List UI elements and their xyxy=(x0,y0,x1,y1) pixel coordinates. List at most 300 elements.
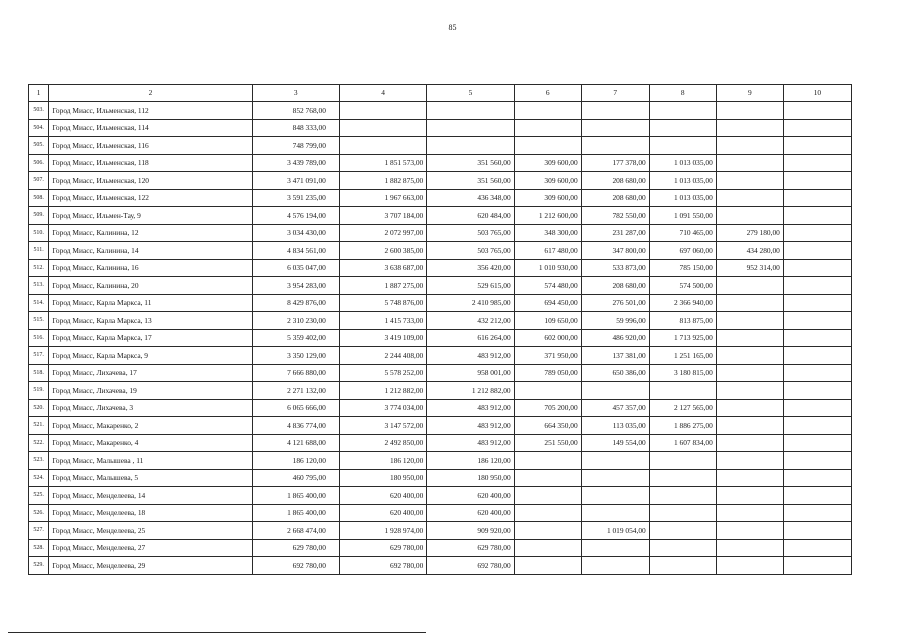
amount-cell xyxy=(716,504,783,522)
address-cell: Город Миасс, Менделеева, 29 xyxy=(49,557,252,575)
amount-cell xyxy=(427,102,514,120)
amount-cell: 1 882 875,00 xyxy=(339,172,426,190)
amount-cell: 533 873,00 xyxy=(581,259,649,277)
amount-cell: 1 865 400,00 xyxy=(252,487,339,505)
address-cell: Город Миасс, Малышева, 5 xyxy=(49,469,252,487)
amount-cell: 1 212 882,00 xyxy=(427,382,514,400)
amount-cell: 664 350,00 xyxy=(514,417,581,435)
row-number: 504. xyxy=(29,119,49,137)
amount-cell: 460 795,00 xyxy=(252,469,339,487)
amount-cell xyxy=(783,259,851,277)
amount-cell xyxy=(339,137,426,155)
page-number: 85 xyxy=(448,23,457,32)
amount-cell: 629 780,00 xyxy=(427,539,514,557)
amount-cell xyxy=(783,207,851,225)
row-number: 513. xyxy=(29,277,49,295)
amount-cell: 952 314,00 xyxy=(716,259,783,277)
amount-cell: 3 954 283,00 xyxy=(252,277,339,295)
address-cell: Город Миасс, Карла Маркса, 17 xyxy=(49,329,252,347)
amount-cell: 109 650,00 xyxy=(514,312,581,330)
footer-rule xyxy=(8,632,426,633)
amount-cell xyxy=(716,452,783,470)
row-number: 523. xyxy=(29,452,49,470)
amount-cell xyxy=(716,189,783,207)
amount-cell: 620 400,00 xyxy=(339,504,426,522)
amount-cell: 231 287,00 xyxy=(581,224,649,242)
row-number: 525. xyxy=(29,487,49,505)
row-number: 518. xyxy=(29,364,49,382)
amount-cell: 2 072 997,00 xyxy=(339,224,426,242)
amount-cell xyxy=(649,522,716,540)
amount-cell xyxy=(581,504,649,522)
col-header: 9 xyxy=(716,85,783,102)
amount-cell: 309 600,00 xyxy=(514,172,581,190)
row-number: 514. xyxy=(29,294,49,312)
address-cell: Город Миасс, Менделеева, 14 xyxy=(49,487,252,505)
amount-cell xyxy=(581,487,649,505)
row-number: 512. xyxy=(29,259,49,277)
amount-cell xyxy=(427,119,514,137)
table-row xyxy=(29,557,852,575)
row-number: 515. xyxy=(29,312,49,330)
amount-cell: 1 013 035,00 xyxy=(649,154,716,172)
address-cell: Город Миасс, Ильмен-Тау, 9 xyxy=(49,207,252,225)
amount-cell: 785 150,00 xyxy=(649,259,716,277)
table-row xyxy=(29,504,852,522)
row-number: 507. xyxy=(29,172,49,190)
amount-cell xyxy=(716,277,783,295)
col-header: 10 xyxy=(783,85,851,102)
amount-cell: 1 415 733,00 xyxy=(339,312,426,330)
amount-cell: 1 013 035,00 xyxy=(649,172,716,190)
amount-cell: 432 212,00 xyxy=(427,312,514,330)
col-header: 7 xyxy=(581,85,649,102)
amount-cell: 1 607 834,00 xyxy=(649,434,716,452)
amount-cell: 2 271 132,00 xyxy=(252,382,339,400)
amount-cell xyxy=(783,504,851,522)
amount-cell: 113 035,00 xyxy=(581,417,649,435)
address-cell: Город Миасс, Карла Маркса, 9 xyxy=(49,347,252,365)
amount-cell: 6 035 047,00 xyxy=(252,259,339,277)
amount-cell: 180 950,00 xyxy=(427,469,514,487)
amount-cell xyxy=(649,539,716,557)
amount-cell xyxy=(716,137,783,155)
header-row xyxy=(29,85,852,102)
amount-cell: 4 576 194,00 xyxy=(252,207,339,225)
amount-cell: 348 300,00 xyxy=(514,224,581,242)
amount-cell xyxy=(649,452,716,470)
amount-cell: 1 212 600,00 xyxy=(514,207,581,225)
amount-cell xyxy=(581,452,649,470)
amount-cell: 149 554,00 xyxy=(581,434,649,452)
table-row xyxy=(29,347,852,365)
amount-cell: 710 465,00 xyxy=(649,224,716,242)
row-number: 509. xyxy=(29,207,49,225)
amount-cell xyxy=(783,137,851,155)
amount-cell: 483 912,00 xyxy=(427,399,514,417)
amount-cell xyxy=(783,172,851,190)
amount-cell xyxy=(649,119,716,137)
amount-cell: 2 366 940,00 xyxy=(649,294,716,312)
amount-cell: 692 780,00 xyxy=(427,557,514,575)
address-cell: Город Миасс, Карла Маркса, 13 xyxy=(49,312,252,330)
address-cell: Город Миасс, Карла Маркса, 11 xyxy=(49,294,252,312)
address-cell: Город Миасс, Менделеева, 25 xyxy=(49,522,252,540)
amount-cell xyxy=(514,522,581,540)
address-cell: Город Миасс, Калинина, 16 xyxy=(49,259,252,277)
address-cell: Город Миасс, Лихачева, 19 xyxy=(49,382,252,400)
row-number: 508. xyxy=(29,189,49,207)
table-row xyxy=(29,329,852,347)
amount-cell xyxy=(783,539,851,557)
amount-cell: 574 500,00 xyxy=(649,277,716,295)
amount-cell xyxy=(716,364,783,382)
amount-cell: 3 180 815,00 xyxy=(649,364,716,382)
amount-cell: 1 865 400,00 xyxy=(252,504,339,522)
amount-cell: 356 420,00 xyxy=(427,259,514,277)
table-row xyxy=(29,207,852,225)
row-number: 522. xyxy=(29,434,49,452)
table-row xyxy=(29,469,852,487)
row-number: 503. xyxy=(29,102,49,120)
amount-cell: 208 680,00 xyxy=(581,172,649,190)
amount-cell: 620 400,00 xyxy=(427,504,514,522)
amount-cell xyxy=(649,557,716,575)
amount-cell: 7 666 880,00 xyxy=(252,364,339,382)
amount-cell: 486 920,00 xyxy=(581,329,649,347)
amount-cell: 436 348,00 xyxy=(427,189,514,207)
table-row xyxy=(29,522,852,540)
amount-cell xyxy=(339,102,426,120)
amount-cell: 958 001,00 xyxy=(427,364,514,382)
amount-cell xyxy=(783,294,851,312)
amount-cell: 3 034 430,00 xyxy=(252,224,339,242)
amount-cell xyxy=(716,329,783,347)
amount-cell: 276 501,00 xyxy=(581,294,649,312)
address-cell: Город Миасс, Макаренко, 4 xyxy=(49,434,252,452)
amount-cell: 529 615,00 xyxy=(427,277,514,295)
amount-cell: 457 357,00 xyxy=(581,399,649,417)
amount-cell: 6 065 666,00 xyxy=(252,399,339,417)
table-row xyxy=(29,259,852,277)
amount-cell: 186 120,00 xyxy=(427,452,514,470)
amount-cell: 5 578 252,00 xyxy=(339,364,426,382)
amount-cell xyxy=(783,382,851,400)
amount-cell xyxy=(581,382,649,400)
address-cell: Город Миасс, Макаренко, 2 xyxy=(49,417,252,435)
amount-cell xyxy=(514,102,581,120)
amount-cell xyxy=(783,154,851,172)
amount-cell xyxy=(649,102,716,120)
amount-cell xyxy=(514,119,581,137)
amount-cell xyxy=(783,364,851,382)
amount-cell xyxy=(339,119,426,137)
address-cell: Город Миасс, Ильменская, 122 xyxy=(49,189,252,207)
amount-cell xyxy=(783,329,851,347)
table-row xyxy=(29,452,852,470)
amount-cell xyxy=(783,557,851,575)
amount-cell: 705 200,00 xyxy=(514,399,581,417)
amount-cell: 1 887 275,00 xyxy=(339,277,426,295)
amount-cell: 3 707 184,00 xyxy=(339,207,426,225)
amount-cell: 2 600 385,00 xyxy=(339,242,426,260)
amount-cell xyxy=(716,119,783,137)
address-cell: Город Миасс, Ильменская, 120 xyxy=(49,172,252,190)
table-row xyxy=(29,539,852,557)
amount-cell: 351 560,00 xyxy=(427,172,514,190)
row-number: 519. xyxy=(29,382,49,400)
amount-cell: 852 768,00 xyxy=(252,102,339,120)
amount-cell xyxy=(783,417,851,435)
amount-cell xyxy=(427,137,514,155)
table-row xyxy=(29,399,852,417)
amount-cell xyxy=(783,399,851,417)
amount-cell xyxy=(514,557,581,575)
amount-cell: 602 000,00 xyxy=(514,329,581,347)
amount-cell xyxy=(716,557,783,575)
address-cell: Город Миасс, Ильменская, 118 xyxy=(49,154,252,172)
amount-cell: 503 765,00 xyxy=(427,224,514,242)
amount-cell xyxy=(716,154,783,172)
col-header: 6 xyxy=(514,85,581,102)
amount-cell xyxy=(783,487,851,505)
amount-cell: 483 912,00 xyxy=(427,434,514,452)
amount-cell xyxy=(783,312,851,330)
amount-cell: 351 560,00 xyxy=(427,154,514,172)
amount-cell: 1 091 550,00 xyxy=(649,207,716,225)
amount-cell xyxy=(581,557,649,575)
amount-cell: 137 381,00 xyxy=(581,347,649,365)
table-row xyxy=(29,154,852,172)
row-number: 516. xyxy=(29,329,49,347)
amount-cell: 789 050,00 xyxy=(514,364,581,382)
address-cell: Город Миасс, Менделеева, 18 xyxy=(49,504,252,522)
amount-cell xyxy=(783,434,851,452)
amount-cell: 2 244 408,00 xyxy=(339,347,426,365)
amount-cell: 177 378,00 xyxy=(581,154,649,172)
amount-cell xyxy=(649,382,716,400)
amount-cell xyxy=(783,452,851,470)
amount-cell: 1 010 930,00 xyxy=(514,259,581,277)
address-cell: Город Миасс, Лихачева, 3 xyxy=(49,399,252,417)
amount-cell xyxy=(514,539,581,557)
amount-cell: 4 834 561,00 xyxy=(252,242,339,260)
table-row xyxy=(29,294,852,312)
amount-cell: 617 480,00 xyxy=(514,242,581,260)
col-header: 5 xyxy=(427,85,514,102)
amount-cell: 483 912,00 xyxy=(427,347,514,365)
table-row xyxy=(29,102,852,120)
amount-cell xyxy=(783,469,851,487)
table-row xyxy=(29,172,852,190)
amount-cell xyxy=(783,119,851,137)
data-table xyxy=(28,84,852,575)
table-row xyxy=(29,312,852,330)
amount-cell: 620 400,00 xyxy=(339,487,426,505)
address-cell: Город Миасс, Калинина, 14 xyxy=(49,242,252,260)
amount-cell xyxy=(581,137,649,155)
address-cell: Город Миасс, Калинина, 12 xyxy=(49,224,252,242)
amount-cell: 4 121 688,00 xyxy=(252,434,339,452)
amount-cell xyxy=(716,399,783,417)
amount-cell xyxy=(716,434,783,452)
row-number: 520. xyxy=(29,399,49,417)
amount-cell: 3 147 572,00 xyxy=(339,417,426,435)
amount-cell: 1 967 663,00 xyxy=(339,189,426,207)
col-header: 3 xyxy=(252,85,339,102)
amount-cell: 1 886 275,00 xyxy=(649,417,716,435)
amount-cell: 692 780,00 xyxy=(339,557,426,575)
table-row xyxy=(29,487,852,505)
table-row xyxy=(29,119,852,137)
amount-cell: 186 120,00 xyxy=(339,452,426,470)
amount-cell: 2 310 230,00 xyxy=(252,312,339,330)
amount-cell: 208 680,00 xyxy=(581,277,649,295)
amount-cell xyxy=(716,294,783,312)
amount-cell: 1 212 882,00 xyxy=(339,382,426,400)
amount-cell xyxy=(716,487,783,505)
amount-cell: 1 713 925,00 xyxy=(649,329,716,347)
amount-cell xyxy=(783,277,851,295)
row-number: 505. xyxy=(29,137,49,155)
amount-cell xyxy=(716,382,783,400)
amount-cell xyxy=(716,312,783,330)
amount-cell: 279 180,00 xyxy=(716,224,783,242)
amount-cell xyxy=(783,102,851,120)
amount-cell: 848 333,00 xyxy=(252,119,339,137)
amount-cell xyxy=(649,137,716,155)
amount-cell: 3 591 235,00 xyxy=(252,189,339,207)
amount-cell: 2 668 474,00 xyxy=(252,522,339,540)
amount-cell xyxy=(581,102,649,120)
table-row xyxy=(29,189,852,207)
amount-cell: 697 060,00 xyxy=(649,242,716,260)
amount-cell xyxy=(783,347,851,365)
address-cell: Город Миасс, Ильменская, 114 xyxy=(49,119,252,137)
amount-cell xyxy=(649,504,716,522)
amount-cell: 909 920,00 xyxy=(427,522,514,540)
address-cell: Город Миасс, Малышева , 11 xyxy=(49,452,252,470)
table-row xyxy=(29,382,852,400)
amount-cell xyxy=(514,504,581,522)
amount-cell: 371 950,00 xyxy=(514,347,581,365)
amount-cell: 251 550,00 xyxy=(514,434,581,452)
row-number: 521. xyxy=(29,417,49,435)
amount-cell: 1 851 573,00 xyxy=(339,154,426,172)
col-header: 8 xyxy=(649,85,716,102)
row-number: 524. xyxy=(29,469,49,487)
amount-cell xyxy=(783,189,851,207)
amount-cell: 3 439 789,00 xyxy=(252,154,339,172)
amount-cell: 694 450,00 xyxy=(514,294,581,312)
amount-cell xyxy=(783,522,851,540)
amount-cell: 620 400,00 xyxy=(427,487,514,505)
amount-cell xyxy=(716,347,783,365)
amount-cell: 1 251 165,00 xyxy=(649,347,716,365)
amount-cell: 186 120,00 xyxy=(252,452,339,470)
table-row xyxy=(29,224,852,242)
address-cell: Город Миасс, Калинина, 20 xyxy=(49,277,252,295)
table-row xyxy=(29,242,852,260)
row-number: 527. xyxy=(29,522,49,540)
amount-cell xyxy=(716,469,783,487)
amount-cell: 3 471 091,00 xyxy=(252,172,339,190)
amount-cell: 1 013 035,00 xyxy=(649,189,716,207)
amount-cell: 5 359 402,00 xyxy=(252,329,339,347)
amount-cell: 5 748 876,00 xyxy=(339,294,426,312)
amount-cell: 3 774 034,00 xyxy=(339,399,426,417)
amount-cell xyxy=(514,452,581,470)
table-row xyxy=(29,364,852,382)
amount-cell: 347 800,00 xyxy=(581,242,649,260)
amount-cell xyxy=(514,487,581,505)
amount-cell xyxy=(716,102,783,120)
table-row xyxy=(29,434,852,452)
address-cell: Город Миасс, Ильменская, 112 xyxy=(49,102,252,120)
table-body xyxy=(29,102,852,575)
amount-cell: 483 912,00 xyxy=(427,417,514,435)
amount-cell xyxy=(581,469,649,487)
amount-cell xyxy=(649,487,716,505)
amount-cell: 1 019 054,00 xyxy=(581,522,649,540)
row-number: 511. xyxy=(29,242,49,260)
amount-cell xyxy=(716,417,783,435)
amount-cell: 3 638 687,00 xyxy=(339,259,426,277)
amount-cell: 629 780,00 xyxy=(339,539,426,557)
amount-cell: 3 350 129,00 xyxy=(252,347,339,365)
row-number: 529. xyxy=(29,557,49,575)
amount-cell xyxy=(514,137,581,155)
amount-cell: 574 480,00 xyxy=(514,277,581,295)
amount-cell: 813 875,00 xyxy=(649,312,716,330)
amount-cell: 650 386,00 xyxy=(581,364,649,382)
row-number: 526. xyxy=(29,504,49,522)
amount-cell xyxy=(649,469,716,487)
amount-cell: 616 264,00 xyxy=(427,329,514,347)
amount-cell xyxy=(716,207,783,225)
address-cell: Город Миасс, Менделеева, 27 xyxy=(49,539,252,557)
amount-cell: 1 928 974,00 xyxy=(339,522,426,540)
col-header: 4 xyxy=(339,85,426,102)
amount-cell: 2 127 565,00 xyxy=(649,399,716,417)
table-row xyxy=(29,417,852,435)
amount-cell: 2 492 850,00 xyxy=(339,434,426,452)
amount-cell xyxy=(783,224,851,242)
amount-cell xyxy=(514,469,581,487)
col-header: 2 xyxy=(49,85,252,102)
amount-cell: 59 996,00 xyxy=(581,312,649,330)
amount-cell xyxy=(716,172,783,190)
row-number: 528. xyxy=(29,539,49,557)
amount-cell: 620 484,00 xyxy=(427,207,514,225)
amount-cell: 748 799,00 xyxy=(252,137,339,155)
amount-cell: 180 950,00 xyxy=(339,469,426,487)
amount-cell: 208 680,00 xyxy=(581,189,649,207)
amount-cell: 4 836 774,00 xyxy=(252,417,339,435)
row-number: 517. xyxy=(29,347,49,365)
amount-cell: 629 780,00 xyxy=(252,539,339,557)
address-cell: Город Миасс, Лихачева, 17 xyxy=(49,364,252,382)
amount-cell xyxy=(581,539,649,557)
amount-cell: 309 600,00 xyxy=(514,189,581,207)
amount-cell: 2 410 985,00 xyxy=(427,294,514,312)
amount-cell: 692 780,00 xyxy=(252,557,339,575)
table-row xyxy=(29,277,852,295)
amount-cell xyxy=(783,242,851,260)
amount-cell xyxy=(716,539,783,557)
amount-cell: 3 419 109,00 xyxy=(339,329,426,347)
col-header: 1 xyxy=(29,85,49,102)
